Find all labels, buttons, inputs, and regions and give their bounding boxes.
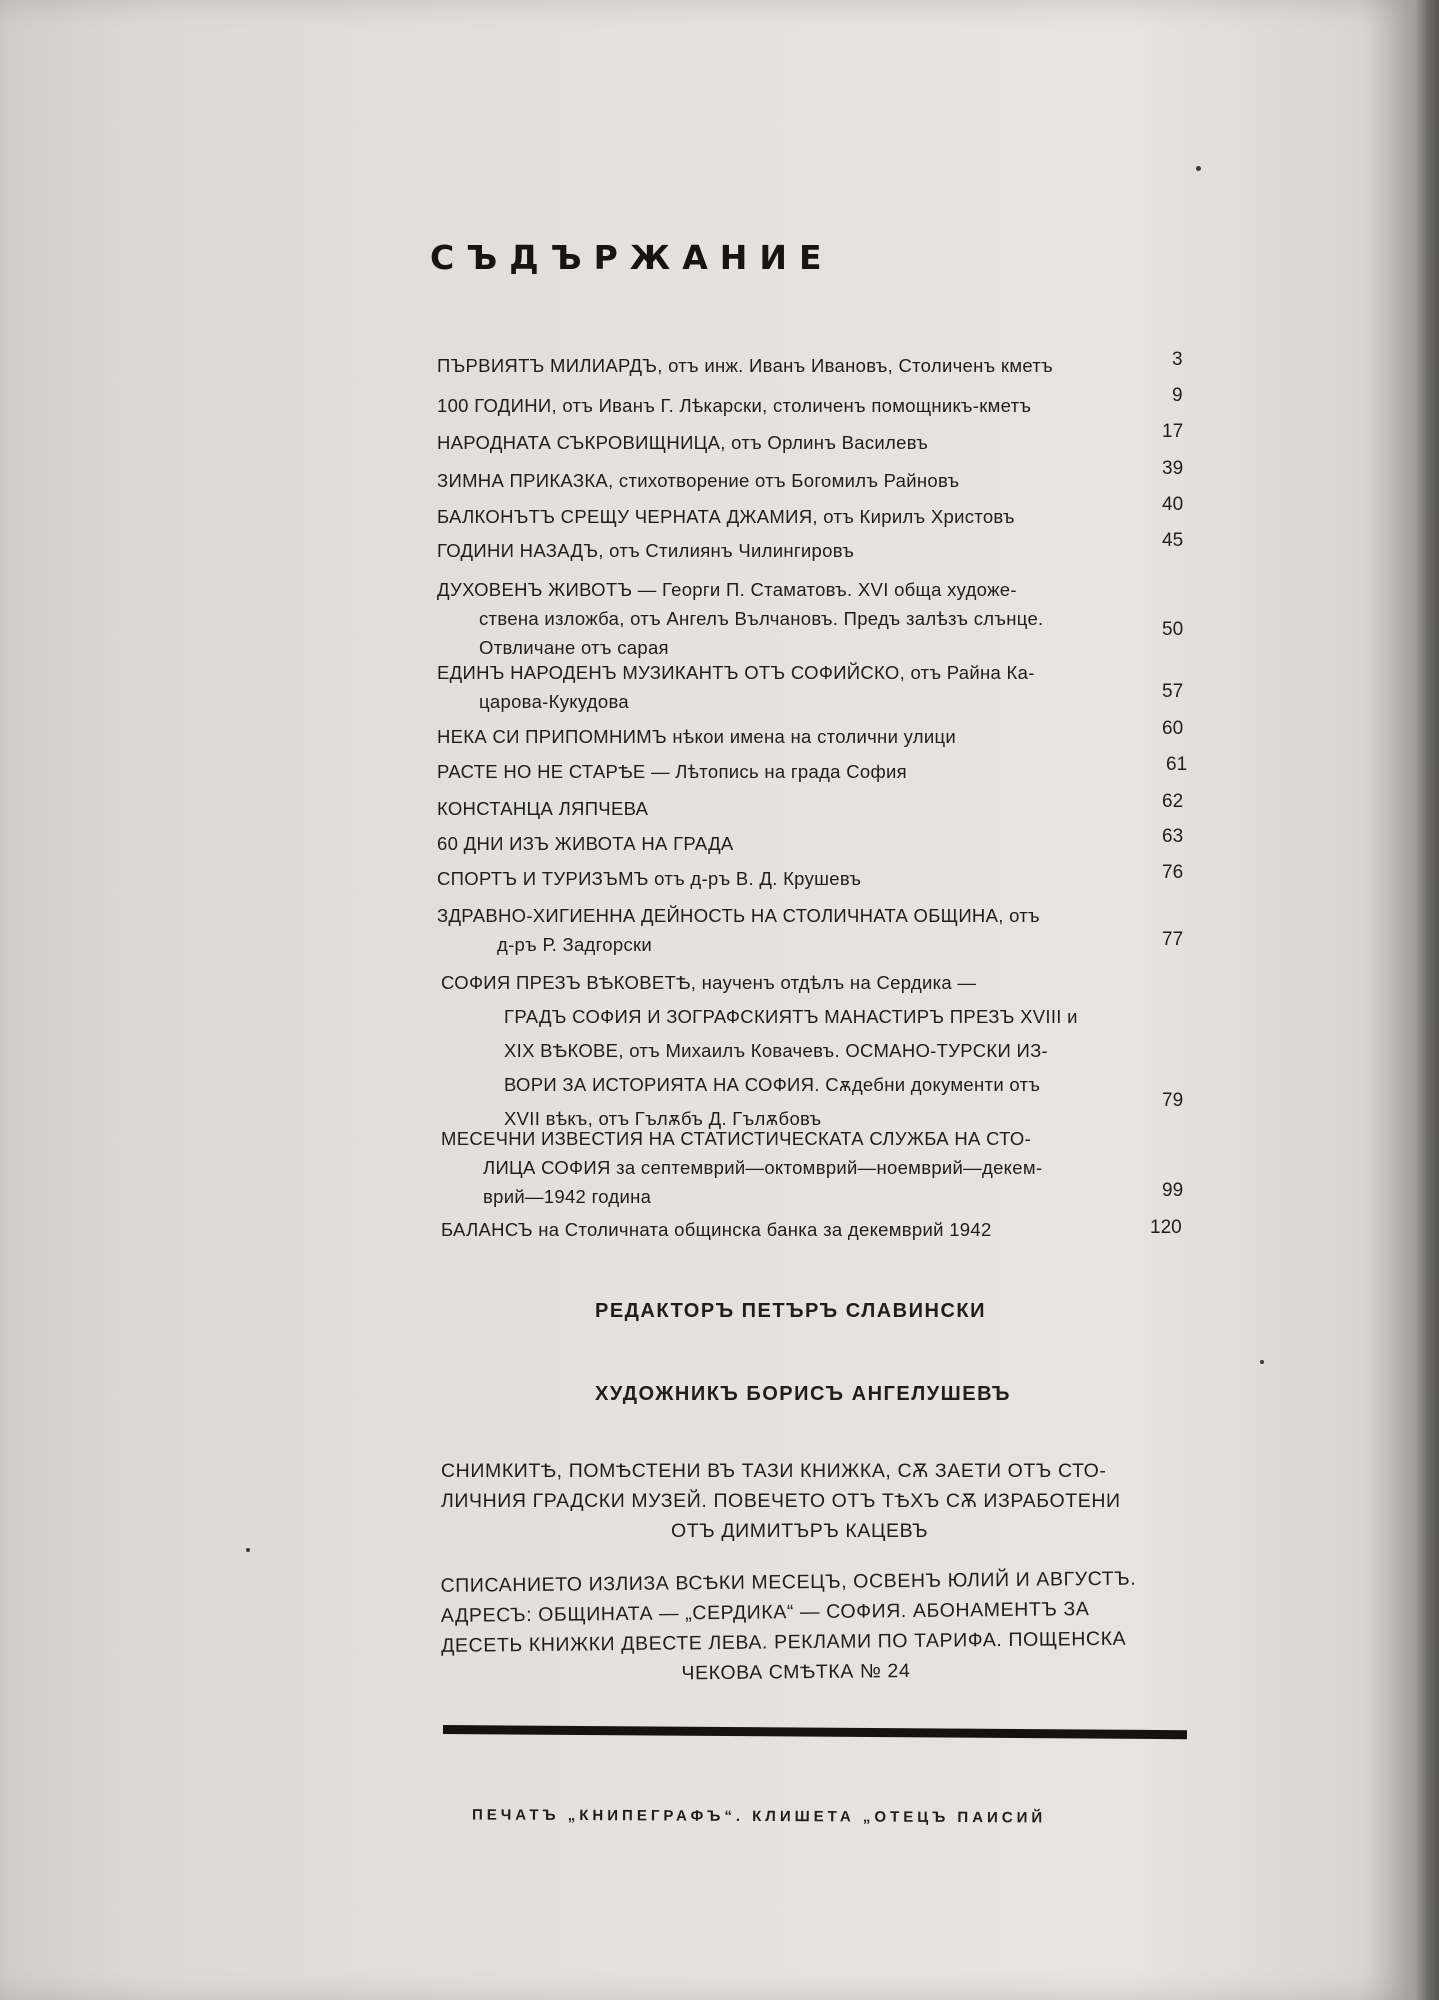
toc-entry-line: СОФИЯ ПРЕЗЪ ВѢКОВЕТѢ, наученъ отдѣлъ на Сердика — xyxy=(441,972,977,993)
toc-entry-line: ЛИЦА СОФИЯ за септемврий—октомврий—ноемврий—декем- xyxy=(483,1157,1043,1178)
book-spine-edge xyxy=(1416,0,1439,2000)
toc-entry-line: д-ръ Р. Задгорски xyxy=(497,934,653,955)
toc-page-number: 76 xyxy=(1162,862,1184,883)
toc-entry xyxy=(437,757,1157,786)
toc-entry-line: ЗДРАВНО-ХИГИЕННА ДЕЙНОСТЬ НА СТОЛИЧНАТА ОБЩИНА, отъ xyxy=(437,905,1040,926)
toc-entry-line: ВОРИ ЗА ИСТОРИЯТА НА СОФИЯ. Сѫдебни документи отъ xyxy=(504,1074,1041,1095)
toc-entry-line: царова-Кукудова xyxy=(479,691,629,712)
toc-entry-line: КОНСТАНЦА ЛЯПЧЕВА xyxy=(437,798,649,819)
toc-page-number: 60 xyxy=(1162,718,1184,739)
photos-notice xyxy=(441,1456,1189,1546)
notice-line: АДРЕСЪ: ОБЩИНАТА — „СЕРДИКА“ — СОФИЯ. АБОНАМЕНТЪ ЗА xyxy=(440,1598,1090,1627)
printer-imprint: ПЕЧАТЪ „КНИПЕГРАФЪ“. КЛИШЕТА „ОТЕЦЪ ПАИСИЙ xyxy=(471,1806,1047,1827)
toc-page-number: 79 xyxy=(1162,1090,1184,1111)
toc-page-number: 57 xyxy=(1162,681,1184,702)
toc-entry-line: ЕДИНЪ НАРОДЕНЪ МУЗИКАНТЪ ОТЪ СОФИЙСКО, отъ Райна Ка- xyxy=(437,662,1035,683)
toc-page-number: 120 xyxy=(1150,1217,1182,1238)
editor-credit: РЕДАКТОРЪ ПЕТЪРЪ СЛАВИНСКИ xyxy=(595,1300,986,1322)
page-title: СЪДЪРЖАНИЕ xyxy=(430,238,834,277)
toc-entry xyxy=(437,428,1157,457)
toc-page-number: 39 xyxy=(1162,458,1184,479)
toc-page-number: 99 xyxy=(1162,1180,1184,1201)
paper-speck xyxy=(246,1548,250,1552)
notice-line: ЧЕКОВА СМѢТКА № 24 xyxy=(681,1660,911,1685)
toc-entry xyxy=(437,864,1157,893)
toc-page-number: 45 xyxy=(1162,530,1184,551)
toc-entry-line: 100 ГОДИНИ, отъ Иванъ Г. Лѣкарски, столиченъ помощникъ-кметъ xyxy=(437,395,1032,416)
toc-page-number: 17 xyxy=(1162,421,1184,442)
toc-page-number: 50 xyxy=(1162,619,1184,640)
toc-page-number: 62 xyxy=(1162,791,1184,812)
notice-line: ОТЪ ДИМИТЪРЪ КАЦЕВЪ xyxy=(671,1520,929,1542)
toc-entry xyxy=(437,536,1157,565)
toc-page-number: 9 xyxy=(1172,385,1183,406)
toc-page-number: 61 xyxy=(1166,754,1188,775)
toc-entry xyxy=(437,502,1157,531)
paper-speck xyxy=(1260,1360,1264,1364)
notice-line: ДЕСЕТЬ КНИЖКИ ДВЕСТЕ ЛЕВА. РЕКЛАМИ ПО ТАРИФА. ПОЩЕНСКА xyxy=(441,1627,1127,1657)
toc-entry-line: БАЛКОНЪТЪ СРЕЩУ ЧЕРНАТА ДЖАМИЯ, отъ Кирилъ Христовъ xyxy=(437,506,1015,527)
toc-entry-line: ГРАДЪ СОФИЯ И ЗОГРАФСКИЯТЪ МАНАСТИРЪ ПРЕЗЪ XVIII и xyxy=(504,1006,1078,1027)
toc-entry xyxy=(437,794,1157,823)
subscription-notice xyxy=(440,1563,1189,1691)
notice-line: ЛИЧНИЯ ГРАДСКИ МУЗЕЙ. ПОВЕЧЕТО ОТЪ ТѢХЪ СѪ ИЗРАБОТЕНИ xyxy=(441,1490,1121,1512)
toc-entry-line: ПЪРВИЯТЪ МИЛИАРДЪ, отъ инж. Иванъ Ивановъ, Столиченъ кметъ xyxy=(437,355,1053,376)
toc-entry-line: XVII вѣкъ, отъ Гълѫбъ Д. Гълѫбовъ xyxy=(504,1108,822,1129)
toc-page-number: 77 xyxy=(1162,929,1184,950)
toc-entry-line: СПОРТЪ И ТУРИЗЪМЪ отъ д-ръ В. Д. Крушевъ xyxy=(437,868,862,889)
toc-entry xyxy=(437,829,1157,858)
toc-entry-line: МЕСЕЧНИ ИЗВЕСТИЯ НА СТАТИСТИЧЕСКАТА СЛУЖБА НА СТО- xyxy=(441,1128,1032,1149)
toc-entry-line: РАСТЕ НО НЕ СТАРѢЕ — Лѣтопись на града София xyxy=(437,761,907,782)
toc-entry xyxy=(437,722,1157,751)
toc-entry xyxy=(437,466,1157,495)
toc-entry-line: НЕКА СИ ПРИПОМНИМЪ нѣкои имена на столични улици xyxy=(437,726,957,747)
notice-line: СПИСАНИЕТО ИЗЛИЗА ВСѢКИ МЕСЕЦЪ, ОСВЕНЪ ЮЛИЙ И АВГУСТЪ. xyxy=(440,1567,1137,1597)
toc-entry-line: Отвличане отъ сарая xyxy=(479,637,669,658)
toc-entry xyxy=(437,575,1157,662)
toc-entry xyxy=(437,658,1157,716)
notice-line: СНИМКИТѢ, ПОМѢСТЕНИ ВЪ ТАЗИ КНИЖКА, СѪ ЗАЕТИ ОТЪ СТО- xyxy=(441,1460,1107,1482)
divider-rule xyxy=(443,1725,1187,1739)
toc-entry-line: XIX ВѢКОВЕ, отъ Михаилъ Ковачевъ. ОСМАНО-ТУРСКИ ИЗ- xyxy=(504,1040,1049,1061)
toc-entry xyxy=(437,901,1157,959)
toc-entry xyxy=(437,351,1157,380)
toc-page-number: 40 xyxy=(1162,494,1184,515)
toc-entry-line: врий—1942 година xyxy=(483,1186,652,1207)
toc-page-number: 63 xyxy=(1162,826,1184,847)
toc-entry-line: 60 ДНИ ИЗЪ ЖИВОТА НА ГРАДА xyxy=(437,833,734,854)
toc-entry xyxy=(441,1215,1161,1244)
paper-speck xyxy=(1196,166,1201,171)
toc-entry-line: ствена изложба, отъ Ангелъ Вълчановъ. Предъ залѣзъ слънце. xyxy=(479,608,1044,629)
toc-entry-line: НАРОДНАТА СЪКРОВИЩНИЦА, отъ Орлинъ Василевъ xyxy=(437,432,929,453)
toc-entry xyxy=(437,391,1157,420)
toc-entry-line: БАЛАНСЪ на Столичната общинска банка за декемврий 1942 xyxy=(441,1219,992,1240)
toc-page-number: 3 xyxy=(1172,349,1183,370)
toc-entry xyxy=(441,966,1161,1136)
toc-entry-line: ДУХОВЕНЪ ЖИВОТЪ — Георги П. Стаматовъ. XVI обща художе- xyxy=(437,579,1017,600)
artist-credit: ХУДОЖНИКЪ БОРИСЪ АНГЕЛУШЕВЪ xyxy=(595,1383,1011,1405)
toc-entry xyxy=(441,1124,1161,1211)
toc-entry-line: ГОДИНИ НАЗАДЪ, отъ Стилиянъ Чилингировъ xyxy=(437,540,855,561)
toc-entry-line: ЗИМНА ПРИКАЗКА, стихотворение отъ Богомилъ Райновъ xyxy=(437,470,960,491)
